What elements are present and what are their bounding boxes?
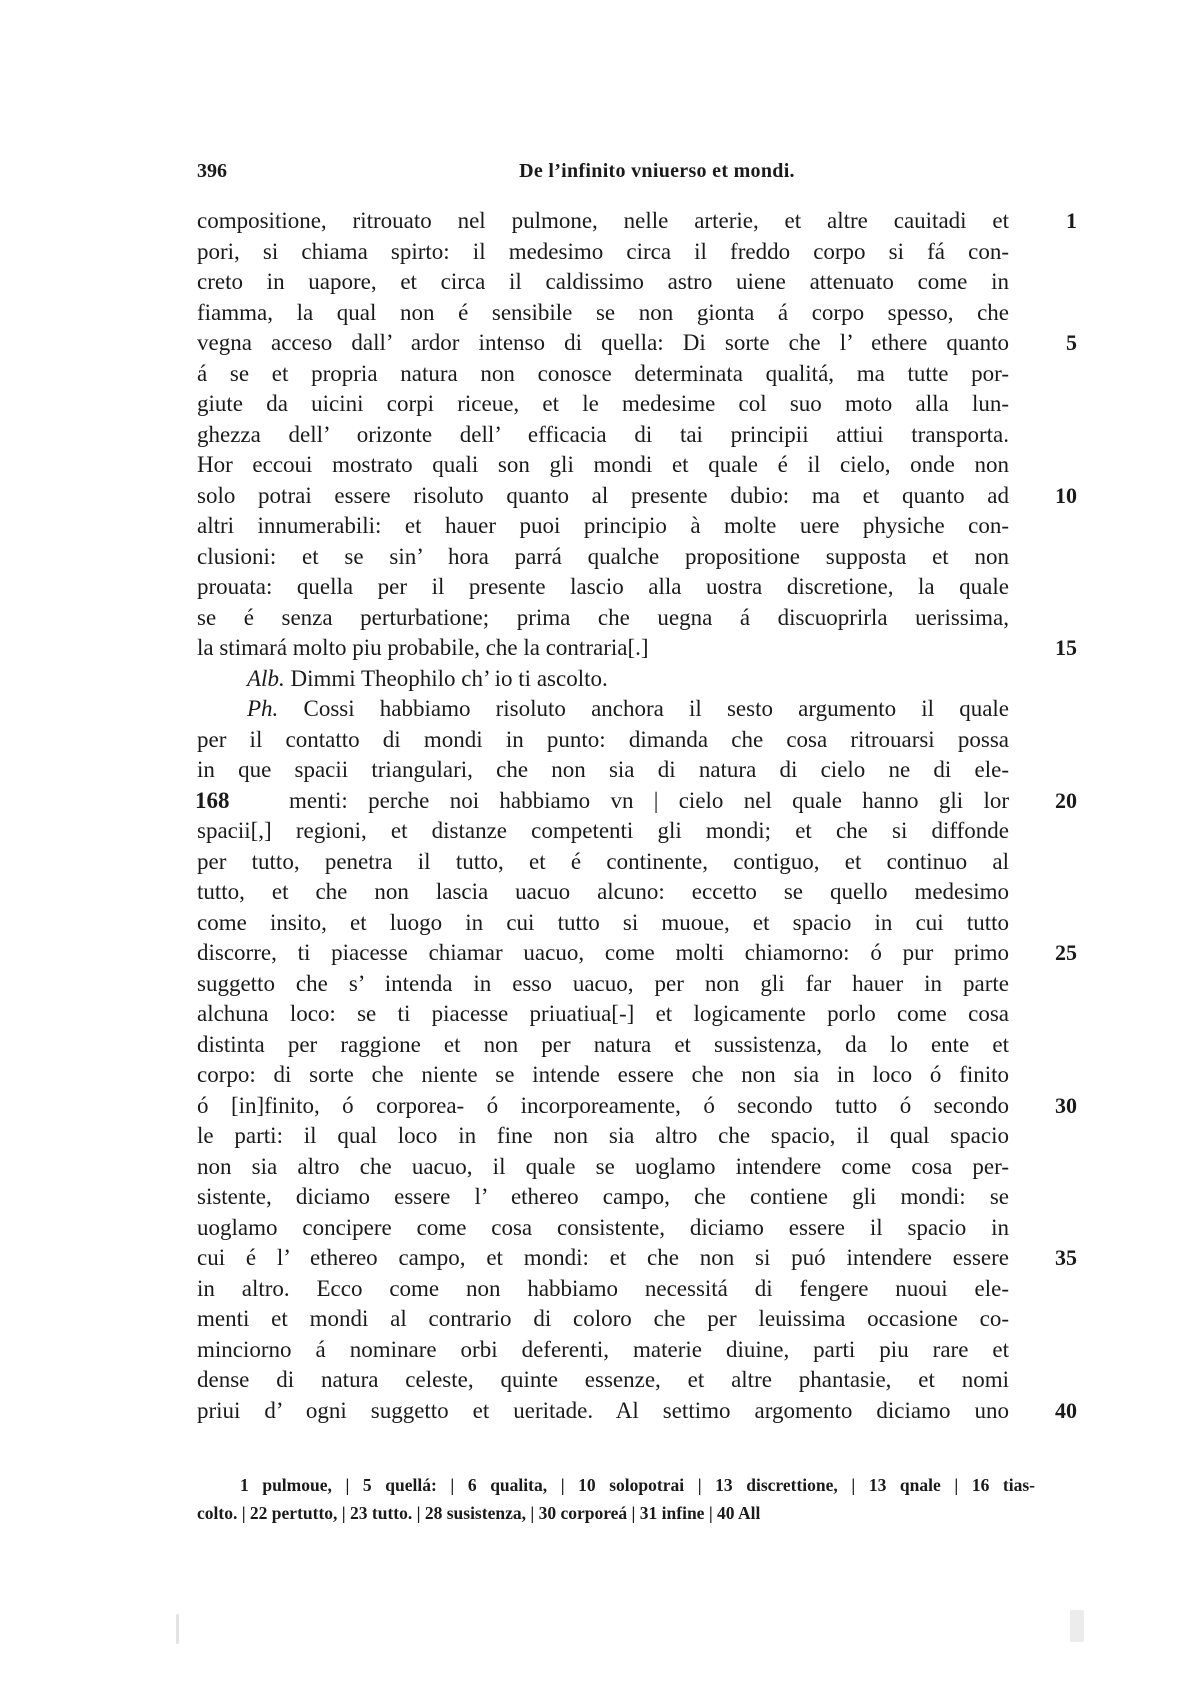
line-text: á se et propria natura non conosce determinata qualitá, ma tutte por- [197, 360, 1009, 386]
line-text: se é senza perturbatione; prima che uegna á discuoprirla uerissima, [197, 604, 1009, 630]
text-line [197, 908, 1009, 939]
line-text: per tutto, penetra il tutto, et é continente, contiguo, et continuo al [197, 848, 1009, 874]
line-text: pori, si chiama spirto: il medesimo circa il freddo corpo si fá con- [197, 238, 1009, 264]
text-line [197, 328, 1077, 359]
speech-text: Cossi habbiamo risoluto anchora il sesto argumento il quale [278, 696, 1009, 721]
text-line [197, 877, 1009, 908]
line-text: discorre, ti piacesse chiamar uacuo, come molti chiamorno: ó pur primo [197, 940, 1009, 965]
text-line [197, 1274, 1009, 1305]
text-line [197, 298, 1009, 329]
text-line [197, 420, 1009, 451]
text-line [197, 1182, 1009, 1213]
text-line [197, 1304, 1009, 1335]
line-text: alchuna loco: se ti piacesse priuatiua[-] et logicamente porlo come cosa [197, 1001, 1009, 1026]
text-line [197, 237, 1009, 268]
line-text: solo potrai essere risoluto quanto al presente dubio: ma et quanto ad [197, 482, 1009, 508]
text-line [197, 847, 1009, 878]
text-line [197, 1030, 1009, 1061]
line-text: la stimará molto piu probabile, che la contraria[.] [197, 635, 649, 660]
text-line [197, 1152, 1009, 1183]
text-line [195, 786, 1077, 817]
line-text: dense di natura celeste, quinte essenze, et altre phantasie, et nomi [197, 1367, 1009, 1392]
text-line [197, 1243, 1077, 1274]
text-line [197, 664, 1009, 695]
text-line [197, 694, 1009, 725]
line-text: come insito, et luogo in cui tutto si muoue, et spacio in cui tutto [197, 909, 1009, 935]
line-text: clusioni: et se sin’ hora parrá qualche propositione supposta et non [197, 543, 1009, 569]
line-text: cui é l’ ethereo campo, et mondi: et che non si puó intendere essere [197, 1245, 1009, 1270]
text-line [197, 755, 1009, 786]
speech-text: Dimmi Theophilo ch’ io ti ascolto. [284, 665, 608, 691]
text-line [197, 1213, 1009, 1244]
line-text: menti et mondi al contrario di coloro che per leuissima occasione co- [197, 1306, 1009, 1331]
line-text: corpo: di sorte che niente se intende essere che non sia in loco ó finito [197, 1062, 1009, 1087]
line-text: distinta per raggione et non per natura et sussistenza, da lo ente et [197, 1031, 1009, 1057]
line-text: le parti: il qual loco in fine non sia altro che spacio, il qual spacio [197, 1123, 1009, 1148]
speaker-name: Ph. [247, 696, 279, 721]
text-line [197, 1091, 1077, 1122]
text-line [197, 542, 1009, 573]
main-text [195, 206, 1077, 1426]
line-text: altri innumerabili: et hauer puoi principio à molte uere physiche con- [197, 513, 1009, 538]
line-text: Hor eccoui mostrato quali son gli mondi et quale é il cielo, onde non [197, 452, 1009, 477]
line-text: tutto, et che non lascia uacuo alcuno: eccetto se quello medesimo [197, 879, 1009, 904]
page-number: 396 [197, 160, 227, 182]
line-text: ó [in]finito, ó corporea- ó incorporeamente, ó secondo tutto ó secondo [197, 1092, 1009, 1118]
line-number: 15 [1055, 635, 1077, 660]
line-text: uoglamo concipere come cosa consistente, diciamo essere il spacio in [197, 1214, 1009, 1240]
line-text: giute da uicini corpi riceue, et le medesime col suo moto alla lun- [197, 391, 1009, 416]
line-text: spacii[,] regioni, et distanze competenti gli mondi; et che si diffonde [197, 818, 1009, 843]
margin-page-reference: 168 [195, 787, 230, 813]
line-text: vegna acceso dall’ ardor intenso di quella: Di sorte che l’ ethere quanto [197, 330, 1009, 355]
line-text: minciorno á nominare orbi deferenti, materie diuine, parti piu rare et [197, 1336, 1009, 1362]
line-text [197, 694, 1009, 725]
line-number: 30 [1055, 1092, 1077, 1118]
apparatus-line: 1 pulmoue, | 5 quellá: | 6 qualita, | 10 solopotrai | 13 discrettione, | 13 qnale | 16 tias- [240, 1475, 1035, 1495]
line-number: 25 [1055, 940, 1077, 965]
line-text: fiamma, la qual non é sensibile se non gionta á corpo spesso, che [197, 299, 1009, 325]
text-line [197, 938, 1077, 969]
text-line [197, 511, 1009, 542]
text-line [197, 1396, 1077, 1427]
line-number: 5 [1066, 330, 1077, 355]
text-line [197, 206, 1077, 237]
speaker-name: Alb. [247, 665, 285, 691]
scan-mark [176, 1614, 179, 1644]
line-text: suggetto che s’ intenda in esso uacuo, per non gli far hauer in parte [197, 970, 1009, 996]
text-line [197, 572, 1009, 603]
line-text: non sia altro che uacuo, il quale se uoglamo intendere come cosa per- [197, 1153, 1009, 1179]
line-text: compositione, ritrouato nel pulmone, nelle arterie, et altre cauitadi et [197, 208, 1009, 233]
line-number: 10 [1055, 482, 1077, 508]
scan-mark [1070, 1610, 1084, 1642]
apparatus-line: colto. | 22 pertutto, | 23 tutto. | 28 susistenza, | 30 corporeá | 31 infine | 40 All [197, 1503, 761, 1523]
line-number: 1 [1066, 208, 1077, 233]
text-line [197, 1335, 1009, 1366]
line-text: menti: perche noi habbiamo vn | cielo nel quale hanno gli lor [289, 787, 1009, 813]
line-text: sistente, diciamo essere l’ ethereo campo, che contiene gli mondi: se [197, 1184, 1009, 1209]
text-line [197, 999, 1009, 1030]
text-line [197, 450, 1009, 481]
text-line [197, 359, 1009, 390]
text-line [197, 481, 1077, 512]
text-line [197, 1121, 1009, 1152]
text-line [197, 816, 1009, 847]
line-text: prouata: quella per il presente lascio alla uostra discretione, la quale [197, 574, 1009, 599]
text-line [197, 603, 1009, 634]
line-number: 40 [1055, 1397, 1077, 1423]
text-line [197, 389, 1009, 420]
text-line [197, 1060, 1009, 1091]
text-line [197, 969, 1009, 1000]
running-title: De l’infinito vniuerso et mondi. [519, 160, 795, 182]
line-text: in que spacii triangulari, che non sia di natura di cielo ne di ele- [197, 757, 1009, 782]
text-line [197, 1365, 1009, 1396]
line-text: ghezza dell’ orizonte dell’ efficacia di tai principii attiui transporta. [197, 421, 1009, 447]
line-text: priui d’ ogni suggetto et ueritade. Al settimo argomento diciamo uno [197, 1397, 1009, 1423]
line-number: 20 [1055, 787, 1077, 813]
running-head [197, 160, 1007, 182]
critical-apparatus [197, 1471, 1035, 1527]
text-line [197, 725, 1009, 756]
line-text: creto in uapore, et circa il caldissimo astro uiene attenuato come in [197, 269, 1009, 294]
line-number: 35 [1055, 1245, 1077, 1270]
line-text: in altro. Ecco come non habbiamo necessitá di fengere nuoui ele- [197, 1275, 1009, 1301]
line-text: per il contatto di mondi in punto: dimanda che cosa ritrouarsi possa [197, 726, 1009, 752]
text-line [197, 633, 1077, 664]
text-line [197, 267, 1009, 298]
line-text [197, 664, 1009, 695]
